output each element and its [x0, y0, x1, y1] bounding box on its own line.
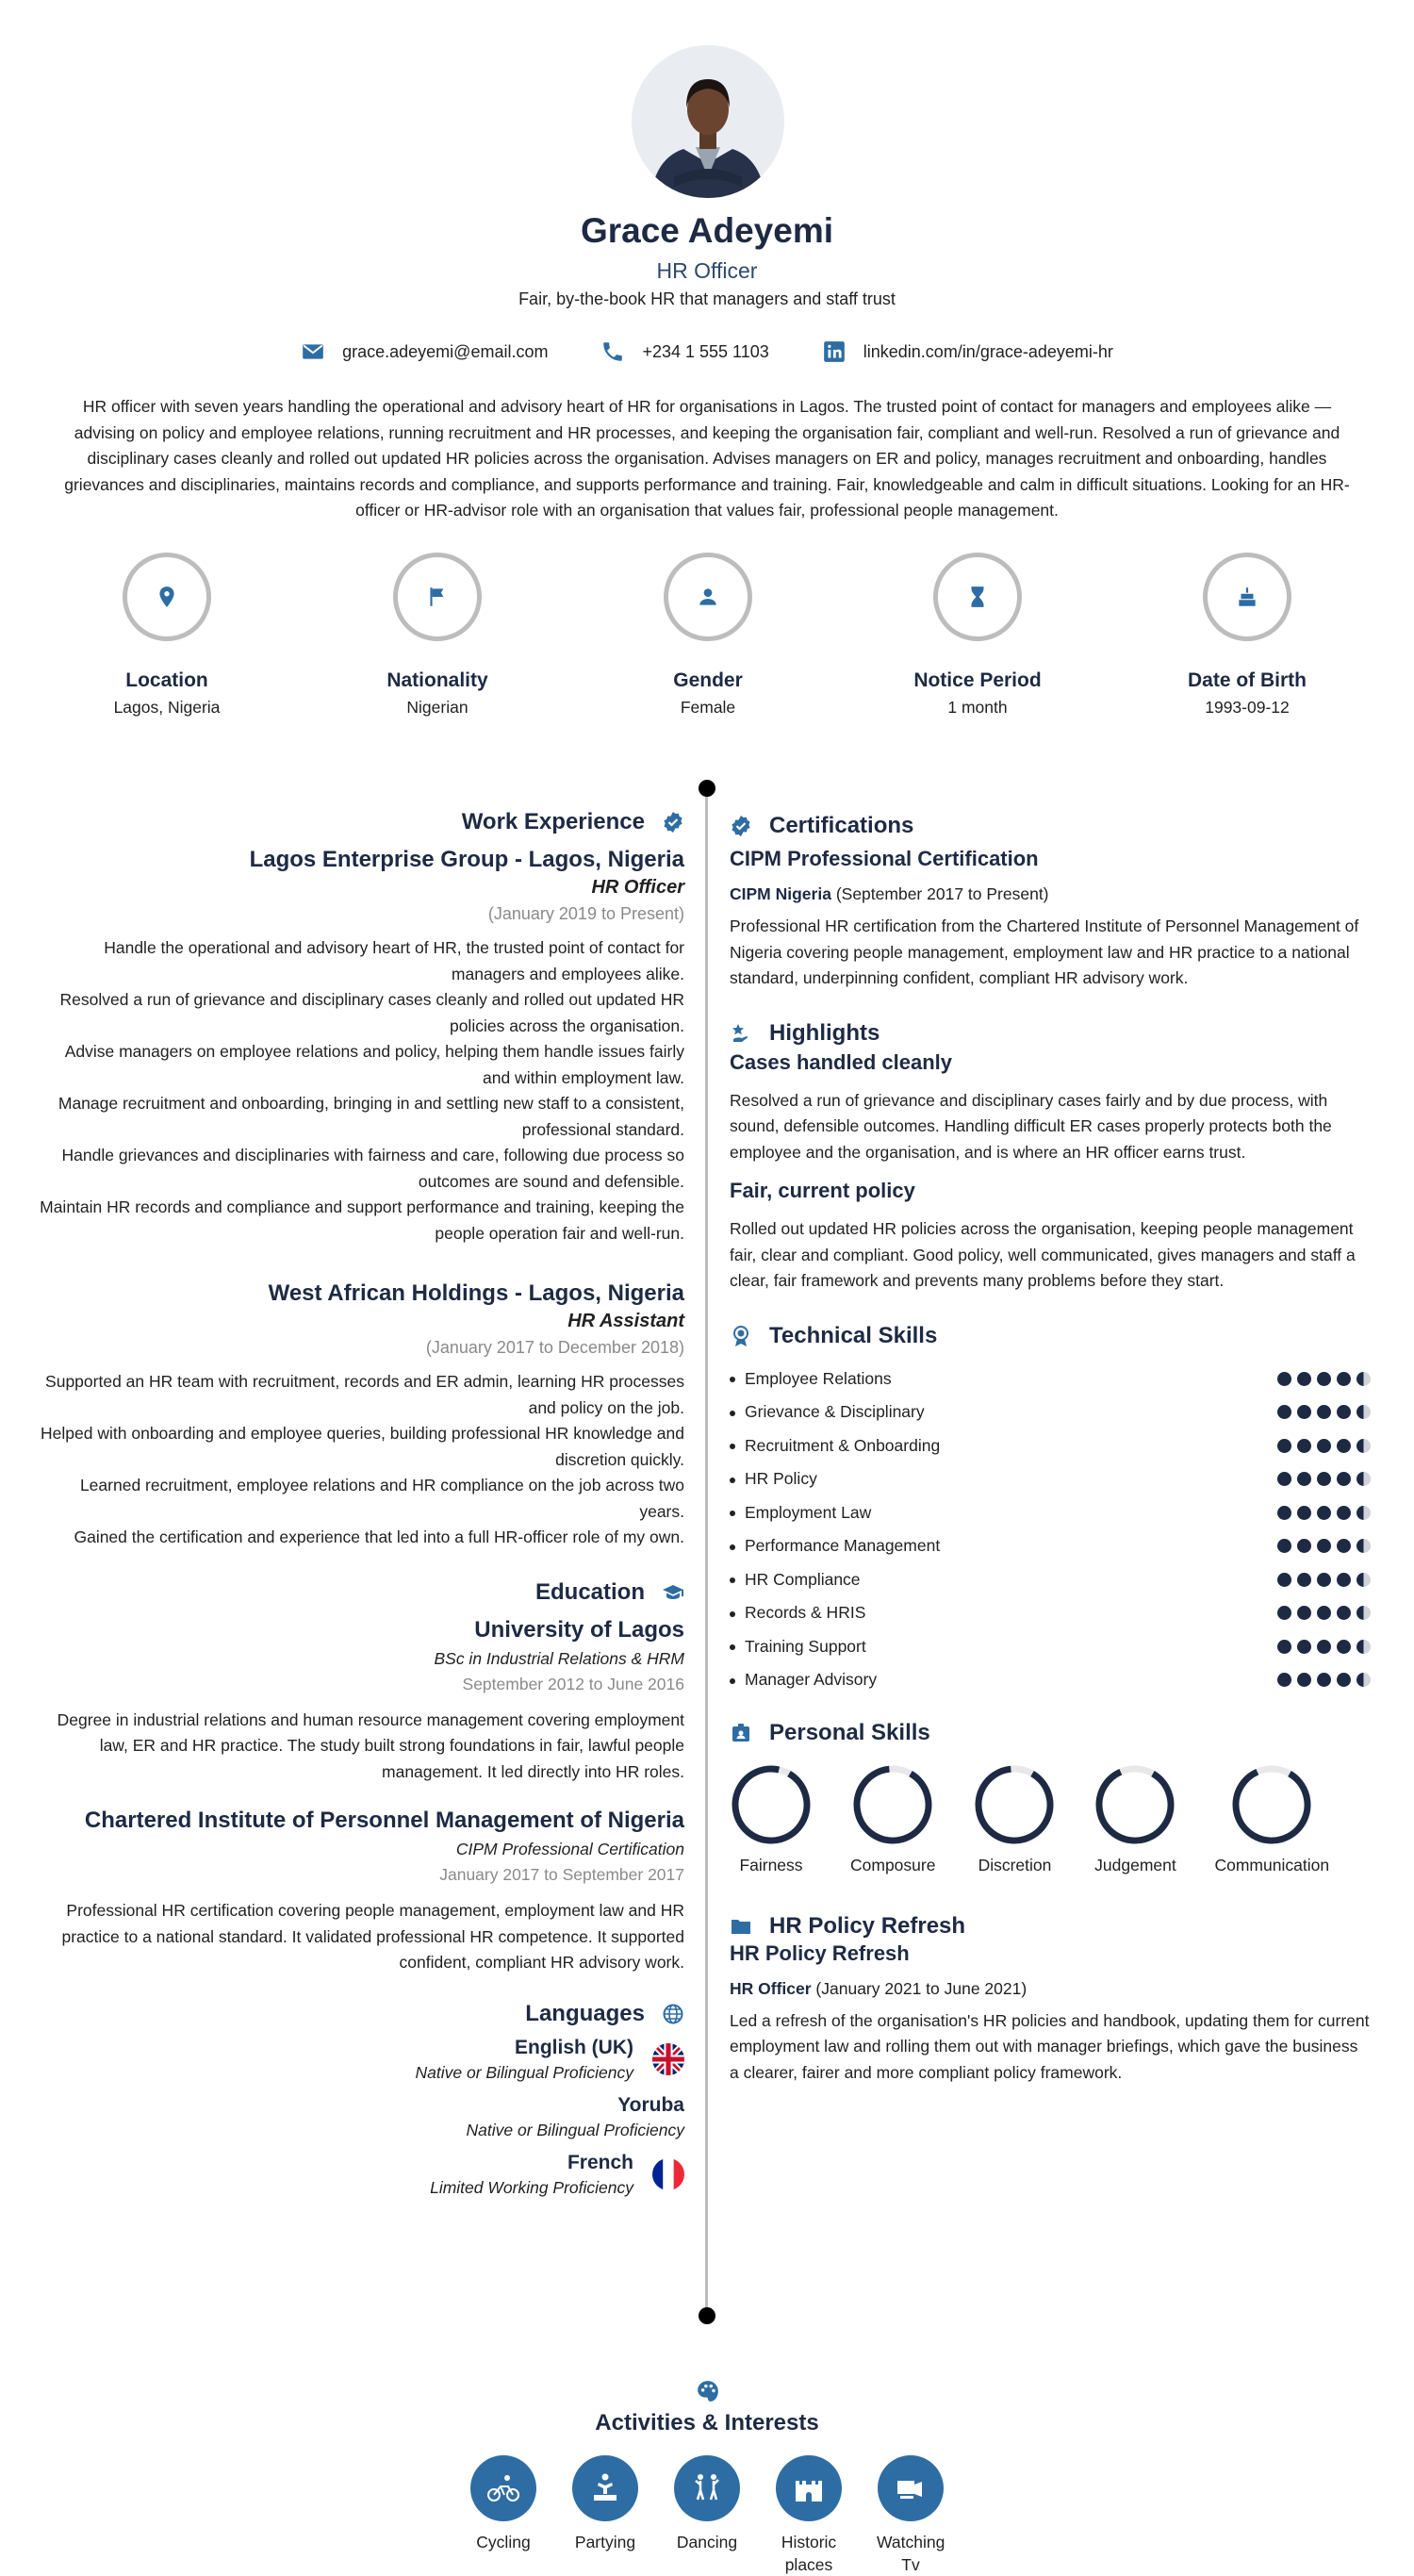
- job-role: HR Officer: [591, 877, 684, 898]
- rating-dot: [1297, 1640, 1311, 1654]
- skill-name: Employee Relations: [730, 1369, 892, 1389]
- gauge-fill: [1230, 1763, 1313, 1846]
- job-bullets: [38, 1369, 684, 1551]
- skill-row: [730, 1563, 1371, 1597]
- star-hand-icon: [730, 1022, 752, 1045]
- education-dates: September 2012 to June 2016: [462, 1674, 684, 1693]
- skill-rating: [1277, 1439, 1371, 1453]
- skill-name: Records & HRIS: [730, 1603, 865, 1623]
- education-text: Degree in industrial relations and human resource management covering employment law, ER and HR practice. The study built strong foundations in fair, lawful people management. It led directly into HR roles.: [57, 1709, 684, 1781]
- rating-dot: [1356, 1405, 1371, 1419]
- rating-dot: [1297, 1472, 1311, 1486]
- language-entry: [38, 2152, 684, 2198]
- skill-rating: [1277, 1506, 1371, 1520]
- personal-skill-name: Discretion: [978, 1855, 1052, 1874]
- candidate-name: Grace Adeyemi: [580, 211, 834, 250]
- info-label: Location: [125, 669, 208, 691]
- personal-skill-name: Communication: [1214, 1855, 1330, 1874]
- personal-skills-list: [730, 1763, 1371, 1875]
- job-entry: [38, 847, 684, 1247]
- rating-dot: [1317, 1539, 1331, 1553]
- education-school: Chartered Institute of Personnel Management of Nigeria: [84, 1808, 684, 1833]
- info-date-of-birth: [1153, 553, 1341, 718]
- hourglass-icon: [965, 585, 990, 609]
- rating-dot: [1277, 1372, 1291, 1386]
- rating-dot: [1337, 1573, 1351, 1587]
- info-value: 1 month: [947, 698, 1008, 717]
- job-entry: [38, 1280, 684, 1551]
- rating-dot: [1297, 1606, 1311, 1620]
- castle-icon: [790, 2469, 828, 2507]
- rating-dot: [1356, 1573, 1371, 1587]
- job-bullet: Resolved a run of grievance and disciplinary cases cleanly and rolled out updated HR policies across the organisation.: [59, 990, 684, 1035]
- email-text[interactable]: grace.adeyemi@email.com: [342, 341, 549, 361]
- rating-dot: [1277, 1405, 1291, 1419]
- job-dates: (January 2017 to December 2018): [425, 1338, 684, 1357]
- certificate-badge-icon: [730, 815, 752, 837]
- cake-icon: [1235, 585, 1259, 609]
- rating-dot: [1356, 1472, 1371, 1486]
- job-bullet: Handle the operational and advisory heart of HR, the trusted point of contact for managers and employees alike.: [104, 938, 684, 983]
- skill-gauge: [1093, 1763, 1176, 1846]
- skill-rating: [1277, 1606, 1371, 1620]
- skill-name: HR Policy: [730, 1469, 817, 1489]
- certification-issuer: CIPM Nigeria: [730, 884, 831, 903]
- job-dates: (January 2019 to Present): [487, 904, 684, 923]
- skill-row: [730, 1462, 1371, 1496]
- skill-name: Grievance & Disciplinary: [730, 1402, 925, 1422]
- skill-row: [730, 1663, 1371, 1697]
- linkedin-icon: [822, 339, 847, 364]
- rating-dot: [1356, 1673, 1371, 1687]
- skill-name: Manager Advisory: [730, 1670, 877, 1690]
- rating-dot: [1356, 1506, 1371, 1520]
- rating-dot: [1297, 1673, 1311, 1687]
- language-level: Native or Bilingual Proficiency: [466, 2120, 684, 2139]
- interest-label: Historic places: [781, 2533, 837, 2574]
- contact-bar: [0, 339, 1414, 364]
- section-title: Technical Skills: [769, 1322, 938, 1348]
- personal-skill: [850, 1763, 935, 1875]
- education-entry: [38, 1617, 684, 1786]
- skill-name: Performance Management: [730, 1536, 940, 1556]
- rating-dot: [1297, 1506, 1311, 1520]
- timeline-end-dot: [699, 2307, 715, 2324]
- email-icon: [301, 339, 325, 364]
- personal-skill-name: Fairness: [739, 1855, 803, 1874]
- rating-dot: [1277, 1673, 1291, 1687]
- highlight-text: Resolved a run of grievance and disciplinary cases fairly and by due process, with sound, defensible outcomes. Handling difficult ER cases properly protects both the employee and the organisation, and is where an HR officer earns trust.: [730, 1090, 1332, 1162]
- skill-gauge: [1230, 1763, 1313, 1846]
- rating-dot: [1317, 1673, 1331, 1687]
- job-company: Lagos Enterprise Group - Lagos, Nigeria: [249, 847, 684, 872]
- interest-item: [469, 2455, 537, 2576]
- left-column: [38, 809, 684, 2198]
- tagline: Fair, by-the-book HR that managers and staff trust: [518, 289, 896, 308]
- job-bullet: Learned recruitment, employee relations and HR compliance on the job across two years.: [79, 1476, 684, 1521]
- award-ribbon-icon: [730, 1325, 752, 1347]
- rating-dot: [1297, 1539, 1311, 1553]
- highlight-text: Rolled out updated HR policies across the organisation, keeping people management fair, clear and compliant. Good policy, well communicated, gives managers and staff a clear, fair framework and prevents many problems before they start.: [730, 1219, 1356, 1290]
- info-label: Gender: [673, 669, 743, 691]
- info-value: 1993-09-12: [1205, 698, 1290, 717]
- skill-name: Training Support: [730, 1637, 866, 1657]
- education-degree: CIPM Professional Certification: [455, 1840, 684, 1858]
- skill-rating: [1277, 1573, 1371, 1587]
- info-value: Nigerian: [406, 698, 469, 717]
- partying-icon: [586, 2469, 624, 2507]
- project-text: Led a refresh of the organisation's HR policies and handbook, updating them for current employment law and rolling them out with manager briefings, which gave the business a clearer, fairer and more compliant policy framework.: [730, 2010, 1370, 2082]
- globe-icon: [662, 2003, 684, 2025]
- technical-skills-heading: [730, 1323, 1371, 1349]
- rating-dot: [1317, 1640, 1331, 1654]
- job-bullet: Helped with onboarding and employee queries, building professional HR knowledge and discretion quickly.: [41, 1424, 684, 1469]
- id-badge-icon: [730, 1722, 752, 1744]
- project-dates: (January 2021 to June 2021): [815, 1978, 1028, 1998]
- language-name: English (UK): [515, 2036, 633, 2058]
- rating-dot: [1277, 1439, 1291, 1453]
- interest-item: [877, 2455, 945, 2576]
- education-entry: [38, 1808, 684, 1976]
- certifications-heading: [730, 813, 1371, 839]
- section-title: Work Experience: [461, 809, 645, 834]
- rating-dot: [1297, 1439, 1311, 1453]
- skill-rating: [1277, 1472, 1371, 1486]
- job-bullet: Maintain HR records and compliance and support performance and training, keeping the people operation fair and well-run.: [40, 1197, 684, 1243]
- linkedin-text[interactable]: linkedin.com/in/grace-adeyemi-hr: [863, 341, 1113, 361]
- skill-row: [730, 1496, 1371, 1530]
- interests-title: Activities & Interests: [595, 2410, 819, 2436]
- work-experience-heading: [38, 809, 684, 835]
- rating-dot: [1356, 1640, 1371, 1654]
- timeline-start-dot: [699, 780, 715, 797]
- job-bullet: Advise managers on employee relations and policy, helping them handle issues fairly and within employment law.: [64, 1042, 684, 1087]
- personal-skill: [973, 1763, 1056, 1875]
- job-bullet: Handle grievances and disciplinaries with fairness and care, following due process so outcomes are sound and defensible.: [61, 1146, 684, 1191]
- phone-contact[interactable]: [600, 339, 768, 364]
- gauge-fill: [973, 1763, 1056, 1846]
- skill-gauge: [851, 1763, 934, 1846]
- rating-dot: [1337, 1405, 1351, 1419]
- skill-row: [730, 1596, 1371, 1630]
- info-gender: [614, 553, 802, 718]
- personal-skill: [1214, 1763, 1329, 1875]
- highlight-title: Cases handled cleanly: [730, 1049, 952, 1074]
- rating-dot: [1317, 1573, 1331, 1587]
- project-role: HR Officer: [730, 1978, 812, 1998]
- candidate-title: HR Officer: [656, 258, 758, 283]
- project-meta: [730, 1979, 1371, 1999]
- info-notice-period: [883, 553, 1072, 718]
- timeline-line: [705, 788, 708, 2316]
- phone-icon: [600, 339, 625, 364]
- rating-dot: [1277, 1573, 1291, 1587]
- job-bullets: [38, 935, 684, 1247]
- profile-photo: [632, 45, 784, 198]
- job-bullet: Supported an HR team with recruitment, records and ER admin, learning HR processes and policy on the job.: [45, 1372, 684, 1417]
- tv-icon: [892, 2469, 929, 2507]
- skill-row: [730, 1529, 1371, 1563]
- skill-row: [730, 1395, 1371, 1429]
- rating-dot: [1297, 1372, 1311, 1386]
- certification-dates: (September 2017 to Present): [835, 884, 1049, 903]
- rating-dot: [1356, 1539, 1371, 1553]
- folder-icon: [730, 1915, 752, 1938]
- rating-dot: [1317, 1372, 1331, 1386]
- interest-item: [673, 2455, 741, 2576]
- language-name: French: [567, 2151, 633, 2173]
- rating-dot: [1337, 1472, 1351, 1486]
- rating-dot: [1297, 1573, 1311, 1587]
- education-school: University of Lagos: [474, 1616, 684, 1643]
- rating-dot: [1317, 1606, 1331, 1620]
- info-label: Nationality: [386, 669, 488, 691]
- gauge-fill: [730, 1763, 813, 1846]
- skill-rating: [1277, 1405, 1371, 1419]
- cycling-icon: [485, 2469, 522, 2507]
- language-entry: [38, 2094, 684, 2140]
- section-title: Personal Skills: [769, 1719, 930, 1745]
- personal-skill-name: Judgement: [1094, 1855, 1176, 1874]
- rating-dot: [1356, 1606, 1371, 1620]
- graduation-cap-icon: [662, 1581, 684, 1604]
- job-bullet: Gained the certification and experience that led into a full HR-officer role of my own.: [74, 1527, 684, 1546]
- info-value: Female: [680, 698, 736, 717]
- language-entry: [38, 2037, 684, 2083]
- section-title: Highlights: [769, 1019, 880, 1046]
- project-name: HR Policy Refresh: [730, 1940, 910, 1965]
- personal-skill: [730, 1763, 813, 1875]
- avatar: [632, 45, 784, 198]
- rating-dot: [1297, 1405, 1311, 1419]
- flag-icon: [425, 585, 450, 609]
- section-title: Languages: [525, 2000, 645, 2026]
- verified-badge-icon: [662, 811, 684, 834]
- rating-dot: [1356, 1439, 1371, 1453]
- section-title: Certifications: [769, 813, 914, 838]
- education-heading: [38, 1579, 684, 1606]
- rating-dot: [1277, 1506, 1291, 1520]
- skill-row: [730, 1630, 1371, 1664]
- info-label: Notice Period: [913, 669, 1042, 691]
- linkedin-contact[interactable]: [822, 339, 1113, 364]
- gauge-fill: [851, 1763, 934, 1846]
- education-dates: January 2017 to September 2017: [439, 1865, 684, 1884]
- language-name: Yoruba: [617, 2093, 684, 2116]
- rating-dot: [1337, 1506, 1351, 1520]
- education-degree: BSc in Industrial Relations & HRM: [434, 1648, 684, 1668]
- interest-item: [571, 2455, 639, 2576]
- education-text: Professional HR certification covering people management, employment law and HR practice to a national standard. It validated professional HR competence. It supported confident, compliant HR advisory work.: [61, 1901, 684, 1972]
- languages-heading: [38, 2001, 684, 2027]
- skill-row: [730, 1362, 1371, 1396]
- certification-text: Professional HR certification from the Chartered Institute of Personnel Management of Nigeria covering people management, employment law and HR practice to a national standard, underpinning confident, compliant HR advisory work.: [730, 916, 1359, 987]
- interest-label: Watching Tv: [877, 2533, 945, 2574]
- rating-dot: [1356, 1372, 1371, 1386]
- interest-label: Partying: [574, 2533, 636, 2551]
- rating-dot: [1337, 1606, 1351, 1620]
- person-icon: [696, 585, 720, 609]
- rating-dot: [1277, 1640, 1291, 1654]
- rating-dot: [1277, 1606, 1291, 1620]
- skill-gauge: [730, 1763, 813, 1846]
- info-nationality: [343, 553, 532, 718]
- certification-meta: [730, 884, 1371, 904]
- skill-rating: [1277, 1539, 1371, 1553]
- job-role: HR Assistant: [567, 1311, 684, 1331]
- technical-skills-list: [730, 1362, 1371, 1697]
- rating-dot: [1317, 1506, 1331, 1520]
- profile-summary: HR officer with seven years handling the operational and advisory heart of HR for organisations in Lagos. The trusted point of contact for managers and employees alike — advising on policy and employee relations, running recruitment and HR processes, and keeping the organisation fair, compliant and well-run. Resolved a run of grievance and disciplinary cases cleanly and rolled out updated HR policies across the organisation. Advises managers on ER and policy, manages recruitment and onboarding, handles grievances and disciplinaries, maintains records and compliance, and supports performance and training. Fair, knowledgeable and calm in difficult situations. Looking for an HR-officer or HR-advisor role with an organisation that values fair, professional people management.: [64, 397, 1350, 520]
- interests-list: [0, 2455, 1414, 2576]
- language-level: Native or Bilingual Proficiency: [415, 2062, 633, 2082]
- skill-name: Employment Law: [730, 1503, 871, 1523]
- job-company: West African Holdings - Lagos, Nigeria: [268, 1280, 684, 1306]
- rating-dot: [1337, 1673, 1351, 1687]
- palette-icon: [696, 2379, 720, 2403]
- rating-dot: [1317, 1472, 1331, 1486]
- gauge-fill: [1093, 1763, 1176, 1846]
- rating-dot: [1317, 1439, 1331, 1453]
- certification-name: CIPM Professional Certification: [730, 847, 1039, 870]
- skill-name: Recruitment & Onboarding: [730, 1436, 940, 1456]
- rating-dot: [1337, 1539, 1351, 1553]
- info-location: [73, 553, 261, 718]
- rating-dot: [1277, 1472, 1291, 1486]
- info-value: Lagos, Nigeria: [113, 698, 221, 717]
- france-flag-icon: [652, 2158, 684, 2190]
- rating-dot: [1337, 1439, 1351, 1453]
- section-title: Education: [534, 1578, 645, 1605]
- skill-name: HR Compliance: [730, 1570, 861, 1590]
- interest-label: Dancing: [676, 2533, 738, 2551]
- rating-dot: [1337, 1372, 1351, 1386]
- language-level: Limited Working Proficiency: [430, 2177, 633, 2197]
- personal-skill: [1093, 1763, 1176, 1875]
- right-column: [730, 809, 1371, 2086]
- skill-row: [730, 1429, 1371, 1463]
- personal-skills-heading: [730, 1720, 1371, 1746]
- skill-gauge: [973, 1763, 1056, 1846]
- info-label: Date of Birth: [1188, 669, 1307, 691]
- skill-rating: [1277, 1372, 1371, 1386]
- job-bullet: Manage recruitment and onboarding, bringing in and settling new staff to a consistent, professional standard.: [58, 1094, 684, 1139]
- skill-rating: [1277, 1640, 1371, 1654]
- email-contact[interactable]: [301, 339, 548, 364]
- section-title: HR Policy Refresh: [769, 1912, 966, 1939]
- interest-label: Cycling: [476, 2533, 531, 2551]
- dancing-icon: [688, 2469, 726, 2507]
- rating-dot: [1277, 1539, 1291, 1553]
- rating-dot: [1337, 1640, 1351, 1654]
- uk-flag-icon: [652, 2043, 684, 2075]
- highlight-title: Fair, current policy: [730, 1179, 915, 1202]
- personal-skill-name: Composure: [850, 1855, 936, 1874]
- interest-item: [775, 2455, 843, 2576]
- skill-rating: [1277, 1673, 1371, 1687]
- phone-text[interactable]: +234 1 555 1103: [642, 341, 769, 361]
- location-pin-icon: [155, 585, 179, 609]
- rating-dot: [1317, 1405, 1331, 1419]
- project-heading: [730, 1913, 1371, 1940]
- highlights-heading: [730, 1020, 1371, 1047]
